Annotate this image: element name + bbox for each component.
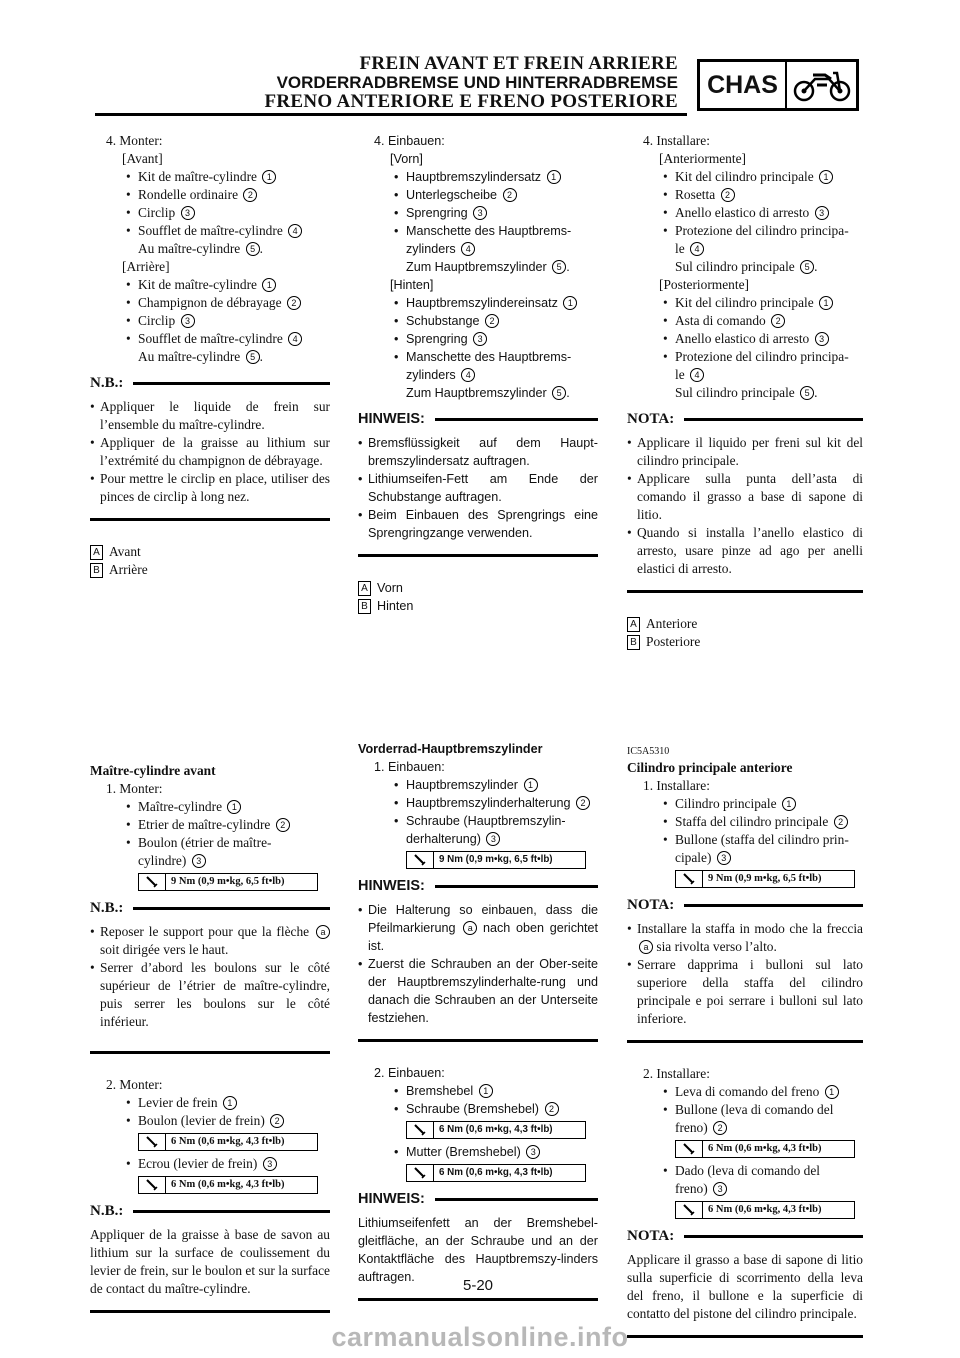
- de-note-end-rule: [358, 1298, 598, 1301]
- it-note-item: • Applicare il liquido per freni sul kit del cilindro principale.: [627, 434, 863, 470]
- ref-2: 2: [503, 188, 517, 202]
- header-title-it: FRENO ANTERIORE E FRENO POSTERIORE: [264, 91, 678, 112]
- de-note-paragraph: Lithiumseifenfett an der Bremshebel-gleitfläche, an der Schraube und an der Kontaktfläche des Hauptbremszy-linders auftragen.: [358, 1216, 598, 1284]
- list-item: • Mutter (Bremshebel) 3: [358, 1143, 598, 1161]
- ref-1: 1: [819, 296, 833, 310]
- list-item: • Hauptbremszylinderhalterung 2: [358, 794, 598, 812]
- list-item: • Boulon (levier de frein) 2: [90, 1112, 330, 1130]
- torque-wrench-icon: [676, 871, 703, 887]
- list-item: • Anello elastico di arresto 3: [627, 330, 863, 348]
- fr-note-item: • Appliquer le liquide de frein sur l’ensemble du maître-cylindre.: [90, 398, 330, 434]
- it-note-header: NOTA:: [627, 896, 863, 914]
- de-front-target: Zum Hauptbremszylinder 5 .: [406, 260, 570, 274]
- list-item: • Asta di comando 2: [627, 312, 863, 330]
- de-note-item: • Beim Einbauen des Sprengrings eine Sprengringzange verwenden.: [358, 506, 598, 542]
- list-item: • Hauptbremszylinder 1: [358, 776, 598, 794]
- fr-note-header: N.B.:: [90, 899, 330, 917]
- list-item-cont: zylinders 4: [358, 366, 598, 384]
- ref-2: 2: [834, 815, 848, 829]
- fr-note-item: • Reposer le support pour que la flèche a soit dirigée vers le haut.: [90, 923, 330, 959]
- torque-spec: 6 Nm (0,6 m•kg, 4,3 ft•lb): [406, 1121, 586, 1139]
- de-front-master-cylinder-section: [358, 740, 598, 1323]
- fr-note-item: • Appliquer de la graisse au lithium sur l’extrémité du champignon de débrayage.: [90, 434, 330, 470]
- de-note-header: HINWEIS:: [358, 1190, 598, 1208]
- it-note-end-rule: [627, 1040, 863, 1043]
- fr-note-end-rule: [90, 1310, 330, 1313]
- ref-5: 5: [800, 260, 814, 274]
- fr-step-1: 1. Monter:: [106, 781, 163, 796]
- fr-note-paragraph: Appliquer de la graisse à base de savon au lithium sur la surface de coulissement du levier de frein, sur le boulon et sur la surface de contact du maître-cylindre.: [90, 1227, 330, 1296]
- de-legend-a: A Vorn: [358, 579, 598, 597]
- fr-rear-label: [Arrière]: [122, 259, 170, 274]
- fr-front-label: [Avant]: [122, 151, 163, 166]
- ref-4: 4: [288, 332, 302, 346]
- de-note-end-rule: [358, 554, 598, 557]
- it-front-master-cylinder-section: [627, 745, 863, 1338]
- fr-note-item: • Serrer d’abord les boulons sur le côté supérieur de l’étrier de maître-cylindre, puis serrer les boulons sur le côté inférieur.: [90, 959, 330, 1031]
- fr-note-end-rule: [90, 1051, 330, 1054]
- list-item: • Protezione del cilindro principa-: [627, 222, 863, 240]
- ref-1: 1: [563, 296, 577, 310]
- legend-a-box: A: [90, 545, 103, 560]
- it-note-header: NOTA:: [627, 1227, 863, 1245]
- ref-a: a: [463, 921, 477, 935]
- legend-b-box: B: [358, 599, 371, 614]
- ref-3: 3: [192, 854, 206, 868]
- de-front-label: [Vorn]: [390, 152, 423, 166]
- fr-note-header: N.B.:: [90, 374, 330, 392]
- torque-spec: 6 Nm (0,6 m•kg, 4,3 ft•lb): [138, 1176, 318, 1194]
- list-item: • Bullone (leva di comando del: [627, 1101, 863, 1119]
- ref-4: 4: [690, 368, 704, 382]
- ref-1: 1: [223, 1096, 237, 1110]
- torque-wrench-icon: [407, 1165, 434, 1181]
- it-note-end-rule: [627, 590, 863, 593]
- torque-spec: 6 Nm (0,6 m•kg, 4,3 ft•lb): [675, 1201, 855, 1219]
- it-note-item: • Serrare dapprima i bulloni sul lato superiore della staffa del cilindro principale e poi serrare i bulloni sul lato inferiore.: [627, 956, 863, 1028]
- page-header: [0, 0, 960, 120]
- list-item: • Unterlegscheibe 2: [358, 186, 598, 204]
- list-item: • Protezione del cilindro principa-: [627, 348, 863, 366]
- it-note-item: • Applicare sulla punta dell’asta di comando il grasso a base di sapone di litio.: [627, 470, 863, 524]
- de-legend-b: B Hinten: [358, 597, 598, 615]
- legend-a-box: A: [358, 581, 371, 596]
- legend-b-box: B: [90, 563, 103, 578]
- watermark: carmanualsonline.info: [331, 1322, 629, 1352]
- ref-3: 3: [486, 832, 500, 846]
- ref-a: a: [316, 925, 330, 939]
- ref-5: 5: [800, 386, 814, 400]
- header-rule: [95, 113, 687, 116]
- it-step-2: 2. Installare:: [643, 1066, 710, 1081]
- it-note-paragraph: Applicare il grasso a base di sapone di litio sulla superficie di scorrimento della leva del freno, il bullone e la superficie di contatto del pistone del cilindro principale.: [627, 1252, 863, 1321]
- list-item: • Kit de maître-cylindre 1: [90, 276, 330, 294]
- torque-wrench-icon: [407, 1122, 434, 1138]
- list-item: • Hauptbremszylindereinsatz 1: [358, 294, 598, 312]
- list-item: • Kit de maître-cylindre 1: [90, 168, 330, 186]
- legend-b-box: B: [627, 635, 640, 650]
- ref-2: 2: [485, 314, 499, 328]
- it-install-kit-section: [627, 132, 863, 651]
- fr-front-master-cylinder-section: [90, 762, 330, 1335]
- de-step-2: 2. Einbauen:: [374, 1066, 445, 1080]
- ref-5: 5: [246, 350, 260, 364]
- fr-step-4: 4. Monter:: [106, 133, 163, 148]
- list-item: • Cilindro principale 1: [627, 795, 863, 813]
- ref-1: 1: [782, 797, 796, 811]
- ref-5: 5: [552, 260, 566, 274]
- list-item: • Schubstange 2: [358, 312, 598, 330]
- ref-1: 1: [262, 278, 276, 292]
- torque-spec: 9 Nm (0,9 m•kg, 6,5 ft•lb): [675, 870, 855, 888]
- list-item: • Bremshebel 1: [358, 1082, 598, 1100]
- ref-4: 4: [461, 368, 475, 382]
- list-item: • Soufflet de maître-cylindre 4: [90, 222, 330, 240]
- fr-note-item: • Pour mettre le circlip en place, utiliser des pinces de circlip à long nez.: [90, 470, 330, 506]
- list-item: • Sprengring 3: [358, 330, 598, 348]
- it-note-header: NOTA:: [627, 410, 863, 428]
- torque-wrench-icon: [407, 852, 434, 868]
- motorcycle-icon: [787, 62, 856, 108]
- fr-legend-b: B Arrière: [90, 561, 330, 579]
- fr-front-target: Au maître-cylindre 5 .: [138, 241, 263, 256]
- list-item: • Champignon de débrayage 2: [90, 294, 330, 312]
- list-item: • Ecrou (levier de frein) 3: [90, 1155, 330, 1173]
- list-item: • Manschette des Hauptbrems-: [358, 222, 598, 240]
- torque-wrench-icon: [676, 1141, 703, 1157]
- torque-wrench-icon: [139, 1134, 166, 1150]
- list-item: • Schraube (Hauptbremszylin-: [358, 812, 598, 830]
- ref-2: 2: [713, 1121, 727, 1135]
- list-item: • Bullone (staffa del cilindro prin-: [627, 831, 863, 849]
- page-number: 5-20: [463, 1277, 494, 1294]
- it-rear-label: [Posteriormente]: [659, 277, 749, 292]
- section-code: CHAS: [700, 62, 787, 108]
- list-item-cont: le 4: [627, 240, 863, 258]
- fr-note-header: N.B.:: [90, 1202, 330, 1220]
- list-item: • Circlip 3: [90, 312, 330, 330]
- list-item: • Dado (leva di comando del: [627, 1162, 863, 1180]
- it-section-code: IC5A5310: [627, 746, 670, 757]
- ref-3: 3: [526, 1145, 540, 1159]
- ref-1: 1: [479, 1084, 493, 1098]
- list-item-cont: zylinders 4: [358, 240, 598, 258]
- list-item: • Hauptbremszylindersatz 1: [358, 168, 598, 186]
- it-legend-a: A Anteriore: [627, 615, 863, 633]
- it-section-title: Cilindro principale anteriore: [627, 760, 793, 775]
- ref-4: 4: [288, 224, 302, 238]
- ref-3: 3: [713, 1182, 727, 1196]
- torque-wrench-icon: [139, 874, 166, 890]
- list-item: • Kit del cilindro principale 1: [627, 168, 863, 186]
- de-note-item: • Bremsflüssigkeit auf dem Haupt-bremszylindersatz auftragen.: [358, 434, 598, 470]
- list-item-cont: le 4: [627, 366, 863, 384]
- list-item: • Rondelle ordinaire 2: [90, 186, 330, 204]
- ref-2: 2: [771, 314, 785, 328]
- list-item: • Staffa del cilindro principale 2: [627, 813, 863, 831]
- ref-3: 3: [717, 851, 731, 865]
- list-item: • Rosetta 2: [627, 186, 863, 204]
- ref-3: 3: [473, 206, 487, 220]
- ref-1: 1: [825, 1085, 839, 1099]
- torque-spec: 6 Nm (0,6 m•kg, 4,3 ft•lb): [675, 1140, 855, 1158]
- torque-spec: 9 Nm (0,9 m•kg, 6,5 ft•lb): [406, 851, 586, 869]
- ref-3: 3: [815, 332, 829, 346]
- header-title-fr: FREIN AVANT ET FREIN ARRIERE: [359, 53, 678, 74]
- list-item-cont: derhalterung) 3: [358, 830, 598, 848]
- list-item: • Levier de frein 1: [90, 1094, 330, 1112]
- list-item: • Sprengring 3: [358, 204, 598, 222]
- de-rear-target: Zum Hauptbremszylinder 5 .: [406, 386, 570, 400]
- list-item: • Etrier de maître-cylindre 2: [90, 816, 330, 834]
- ref-5: 5: [246, 242, 260, 256]
- ref-4: 4: [461, 242, 475, 256]
- de-note-header: HINWEIS:: [358, 410, 598, 428]
- de-section-title: Vorderrad-Hauptbremszylinder: [358, 742, 543, 756]
- it-front-label: [Anteriormente]: [659, 151, 746, 166]
- torque-spec: 9 Nm (0,9 m•kg, 6,5 ft•lb): [138, 873, 318, 891]
- it-step-1: 1. Installare:: [643, 778, 710, 793]
- fr-install-kit-section: [90, 132, 330, 579]
- ref-2: 2: [576, 796, 590, 810]
- fr-step-2: 2. Monter:: [106, 1077, 163, 1092]
- fr-note-end-rule: [90, 518, 330, 521]
- torque-spec: 6 Nm (0,6 m•kg, 4,3 ft•lb): [406, 1164, 586, 1182]
- de-note-end-rule: [358, 1039, 598, 1042]
- ref-1: 1: [524, 778, 538, 792]
- ref-3: 3: [815, 206, 829, 220]
- list-item-cont: freno) 2: [627, 1119, 863, 1137]
- ref-1: 1: [227, 800, 241, 814]
- de-rear-label: [Hinten]: [390, 278, 434, 292]
- ref-2: 2: [270, 1114, 284, 1128]
- it-legend-b: B Posteriore: [627, 633, 863, 651]
- torque-wrench-icon: [139, 1177, 166, 1193]
- list-item: • Manschette des Hauptbrems-: [358, 348, 598, 366]
- de-note-header: HINWEIS:: [358, 877, 598, 895]
- legend-a-box: A: [627, 617, 640, 632]
- torque-wrench-icon: [676, 1202, 703, 1218]
- ref-2: 2: [545, 1102, 559, 1116]
- ref-1: 1: [819, 170, 833, 184]
- fr-legend-a: A Avant: [90, 543, 330, 561]
- ref-5: 5: [552, 386, 566, 400]
- ref-3: 3: [473, 332, 487, 346]
- de-step-1: 1. Einbauen:: [374, 760, 445, 774]
- ref-3: 3: [263, 1157, 277, 1171]
- de-note-item: • Zuerst die Schrauben an der Ober-seite der Hauptbremszylinderhalte-rung und danach die Schrauben an der Unterseite festziehen.: [358, 955, 598, 1027]
- ref-a: a: [639, 940, 653, 954]
- header-title-de: VORDERRADBREMSE UND HINTERRADBREMSE: [276, 73, 678, 92]
- list-item: • Circlip 3: [90, 204, 330, 222]
- list-item: • Leva di comando del freno 1: [627, 1083, 863, 1101]
- section-badge: [697, 59, 859, 111]
- ref-3: 3: [181, 206, 195, 220]
- list-item: • Anello elastico di arresto 3: [627, 204, 863, 222]
- it-note-item: • Installare la staffa in modo che la freccia a sia rivolta verso l’alto.: [627, 920, 863, 956]
- ref-2: 2: [721, 188, 735, 202]
- it-rear-target: Sul cilindro principale 5 .: [675, 385, 818, 400]
- de-step-4: 4. Einbauen:: [374, 134, 445, 148]
- fr-rear-target: Au maître-cylindre 5 .: [138, 349, 263, 364]
- ref-2: 2: [243, 188, 257, 202]
- torque-spec: 6 Nm (0,6 m•kg, 4,3 ft•lb): [138, 1133, 318, 1151]
- fr-section-title: Maître-cylindre avant: [90, 763, 216, 778]
- list-item: • Kit del cilindro principale 1: [627, 294, 863, 312]
- de-note-item: • Lithiumseifen-Fett am Ende der Schubstange auftragen.: [358, 470, 598, 506]
- it-note-item: • Quando si installa l’anello elastico di arresto, usare pinze ad ago per anelli elastici di arresto.: [627, 524, 863, 578]
- ref-4: 4: [690, 242, 704, 256]
- ref-1: 1: [547, 170, 561, 184]
- it-front-target: Sul cilindro principale 5 .: [675, 259, 818, 274]
- de-install-kit-section: [358, 132, 598, 615]
- ref-2: 2: [287, 296, 301, 310]
- list-item: • Maître-cylindre 1: [90, 798, 330, 816]
- list-item-cont: freno) 3: [627, 1180, 863, 1198]
- ref-1: 1: [262, 170, 276, 184]
- list-item: • Soufflet de maître-cylindre 4: [90, 330, 330, 348]
- list-item: • Boulon (étrier de maître-: [90, 834, 330, 852]
- list-item-cont: cylindre) 3: [90, 852, 330, 870]
- list-item-cont: cipale) 3: [627, 849, 863, 867]
- de-note-item: • Die Halterung so einbauen, dass die Pfeilmarkierung a nach oben gerichtet ist.: [358, 901, 598, 955]
- ref-3: 3: [181, 314, 195, 328]
- it-step-4: 4. Installare:: [643, 133, 710, 148]
- list-item: • Schraube (Bremshebel) 2: [358, 1100, 598, 1118]
- ref-2: 2: [276, 818, 290, 832]
